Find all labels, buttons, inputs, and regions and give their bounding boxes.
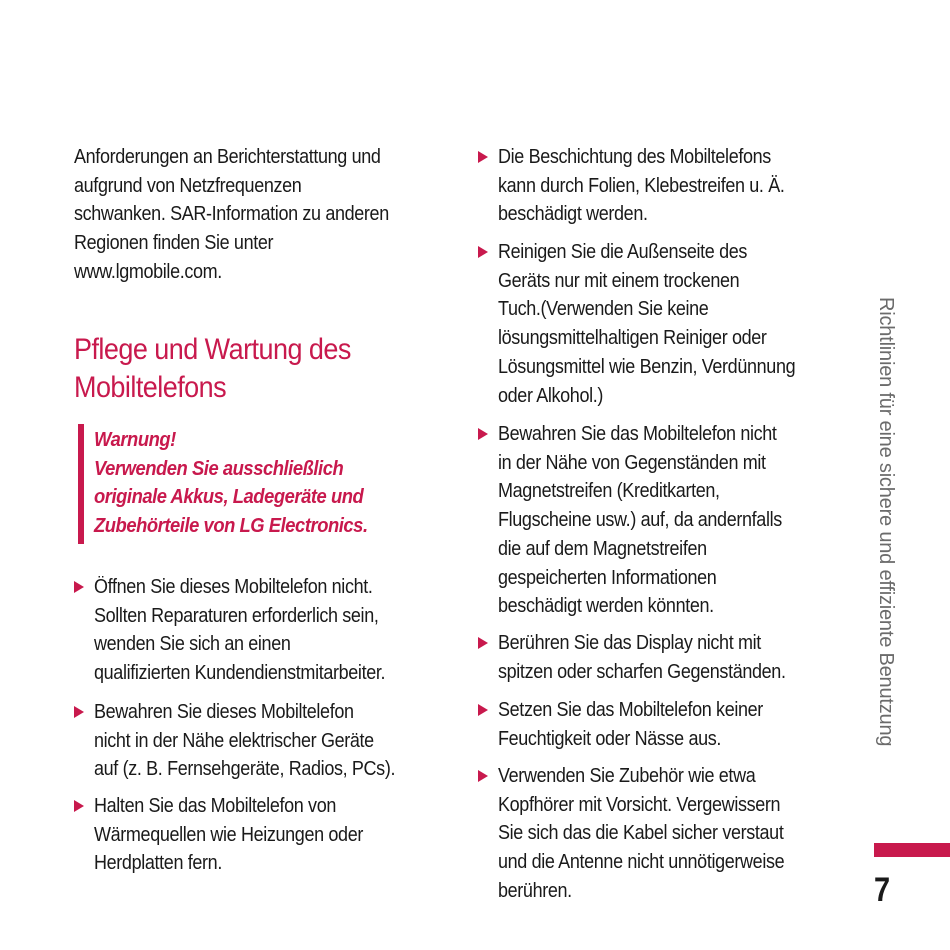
list-item-text bbox=[498, 238, 876, 410]
list-item-line: Die Beschichtung des Mobiltelefons bbox=[498, 146, 771, 168]
triangle-right-icon bbox=[74, 581, 84, 593]
list-item-line: Setzen Sie das Mobiltelefon keiner bbox=[498, 699, 763, 721]
section-heading-line: Pflege und Wartung des bbox=[74, 333, 351, 366]
list-item-line: kann durch Folien, Klebestreifen u. Ä. bbox=[498, 174, 785, 197]
side-chapter-title: Richtlinien für eine sichere und effiziente Benutzung bbox=[875, 297, 897, 747]
page-number: 7 bbox=[874, 871, 891, 909]
triangle-right-icon bbox=[478, 637, 488, 649]
list-item-line: Reinigen Sie die Außenseite des bbox=[498, 241, 748, 263]
list-item-line: die auf dem Magnetstreifen bbox=[498, 537, 707, 560]
list-item-line: Lösungsmittel wie Benzin, Verdünnung bbox=[498, 355, 796, 378]
list-item-line: Feuchtigkeit oder Nässe aus. bbox=[498, 727, 722, 750]
intro-paragraph bbox=[74, 143, 434, 287]
list-item-text bbox=[498, 762, 876, 906]
list-item-line: beschädigt werden. bbox=[498, 203, 648, 226]
list-item-line: in der Nähe von Gegenständen mit bbox=[498, 451, 766, 474]
triangle-right-icon bbox=[74, 706, 84, 718]
list-item-line: und die Antenne nicht unnötigerweise bbox=[498, 851, 785, 874]
list-item-text bbox=[498, 143, 876, 229]
triangle-right-icon bbox=[478, 428, 488, 440]
warning-title: Warnung! bbox=[94, 429, 176, 451]
list-item-line: qualifizierten Kundendienstmitarbeiter. bbox=[94, 662, 386, 685]
list-item-line: Tuch.(Verwenden Sie keine bbox=[498, 298, 709, 321]
intro-line: schwanken. SAR-Information zu anderen bbox=[74, 203, 389, 226]
list-item-text bbox=[498, 420, 876, 621]
list-item-line: lösungsmittelhaltigen Reiniger oder bbox=[498, 327, 767, 350]
triangle-right-icon bbox=[478, 704, 488, 716]
list-item-text bbox=[94, 698, 472, 784]
triangle-right-icon bbox=[478, 151, 488, 163]
intro-line: aufgrund von Netzfrequenzen bbox=[74, 174, 302, 197]
list-item-line: Berühren Sie das Display nicht mit bbox=[498, 632, 761, 654]
list-item-line: Kopfhörer mit Vorsicht. Vergewissern bbox=[498, 793, 781, 816]
list-item-line: Verwenden Sie Zubehör wie etwa bbox=[498, 765, 756, 787]
list-item-line: beschädigt werden könnten. bbox=[498, 595, 714, 618]
side-accent-bar bbox=[874, 843, 950, 857]
list-item-line: Sie sich das die Kabel sicher verstaut bbox=[498, 822, 784, 845]
intro-line: Regionen finden Sie unter bbox=[74, 232, 274, 255]
list-item-line: Bewahren Sie dieses Mobiltelefon bbox=[94, 701, 354, 723]
list-item-line: Herdplatten fern. bbox=[94, 852, 222, 875]
list-item-line: Magnetstreifen (Kreditkarten, bbox=[498, 480, 720, 503]
list-item-line: Flugscheine usw.) auf, da andernfalls bbox=[498, 509, 782, 532]
list-item-line: gespeicherten Informationen bbox=[498, 566, 717, 589]
intro-line: Anforderungen an Berichterstattung und bbox=[74, 146, 381, 168]
warning-line: originale Akkus, Ladegeräte und bbox=[94, 486, 364, 508]
list-item-text bbox=[498, 629, 876, 686]
warning-line: Verwenden Sie ausschließlich bbox=[94, 457, 344, 480]
list-item-line: Halten Sie das Mobiltelefon von bbox=[94, 795, 337, 817]
warning-line: Zubehörteile von LG Electronics. bbox=[94, 514, 368, 537]
list-item-line: spitzen oder scharfen Gegenständen. bbox=[498, 660, 786, 683]
triangle-right-icon bbox=[74, 800, 84, 812]
list-item-line: wenden Sie sich an einen bbox=[94, 633, 291, 656]
warning-accent-bar bbox=[78, 424, 84, 544]
list-item-line: berühren. bbox=[498, 879, 572, 902]
list-item-text bbox=[94, 792, 472, 878]
list-item-line: auf (z. B. Fernsehgeräte, Radios, PCs). bbox=[94, 758, 396, 781]
list-item-line: Wärmequellen wie Heizungen oder bbox=[94, 823, 364, 846]
triangle-right-icon bbox=[478, 770, 488, 782]
list-item-line: Sollten Reparaturen erforderlich sein, bbox=[94, 604, 379, 627]
intro-link-text: www.lgmobile.com. bbox=[74, 260, 222, 283]
list-item-line: nicht in der Nähe elektrischer Geräte bbox=[94, 729, 374, 752]
triangle-right-icon bbox=[478, 246, 488, 258]
section-heading bbox=[74, 331, 434, 407]
list-item-text bbox=[94, 573, 472, 688]
side-chapter-tab bbox=[870, 297, 900, 807]
section-heading-line: Mobiltelefons bbox=[74, 371, 227, 404]
list-item-line: Bewahren Sie das Mobiltelefon nicht bbox=[498, 423, 777, 445]
warning-callout bbox=[94, 426, 462, 540]
list-item-line: oder Alkohol.) bbox=[498, 384, 604, 407]
list-item-text bbox=[498, 696, 876, 753]
list-item-line: Öffnen Sie dieses Mobiltelefon nicht. bbox=[94, 576, 373, 598]
list-item-line: Geräts nur mit einem trockenen bbox=[498, 269, 740, 292]
